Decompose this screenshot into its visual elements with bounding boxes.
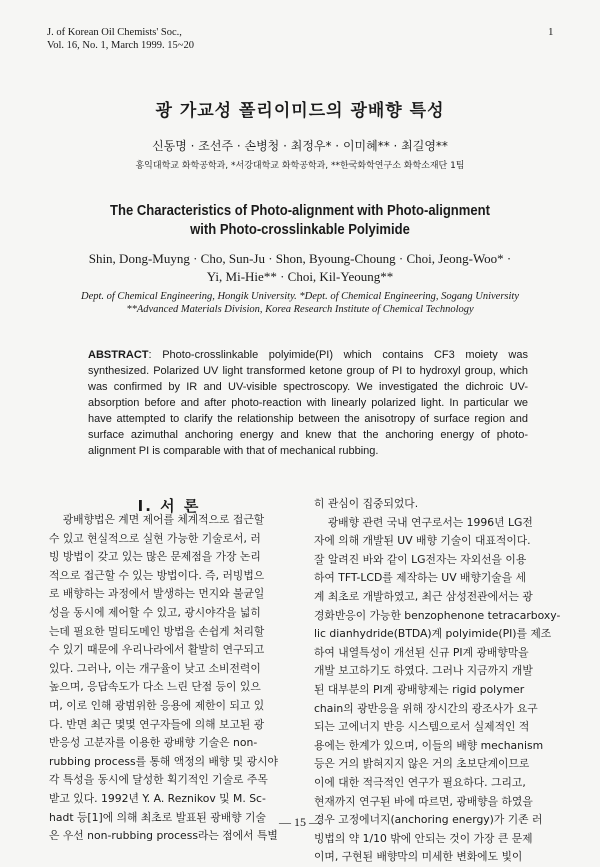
body-text-line: 받고 있다. 1992년 Y. A. Reznikov 및 M. Sc-: [49, 791, 266, 805]
body-text-line: 하여 TFT-LCD를 제작하는 UV 배향기술을 세: [314, 571, 527, 585]
page-number: ― 15 ―: [279, 815, 321, 829]
body-text-line: 되는 고에너지 반응 시스템으로서 실제적인 적: [314, 720, 530, 734]
english-authors: [0, 250, 600, 285]
body-text-line: rubbing process를 통해 액정의 배향 및 광시야: [49, 754, 278, 768]
body-text-line: 광배향법은 계면 제어를 체계적으로 접근할: [49, 513, 265, 526]
body-text-line: 적으로 접근할 수 있는 방법이다. 즉, 러빙법으: [49, 568, 265, 582]
body-text-line: 하여 내열특성이 개선된 신규 PI계 광배향막을: [314, 645, 529, 659]
body-text-line: 다. 반면 최근 몇몇 연구자들에 의해 보고된 광: [49, 717, 265, 731]
body-text-line: 는데 필요한 멀티도메인 방법을 손쉽게 처리할: [49, 624, 265, 638]
body-text-line: 이며, 구현된 배향막의 미세한 변화에도 빛이: [314, 850, 523, 864]
body-text-line: 성을 동시에 제어할 수 있고, 광시야각을 넓히: [49, 605, 261, 619]
body-text-line: 히 관심이 집중되었다.: [314, 497, 419, 510]
korean-affiliation: 홍익대학교 화학공학과, *서강대학교 화학공학과, **한국화학연구소 화학소재단 1팀: [135, 161, 465, 171]
english-authors-line: Shin, Dong-Muyng · Cho, Sun-Ju · Shon, Byoung-Choung · Choi, Jeong-Woo* ·: [88, 251, 512, 266]
left-column: [49, 511, 289, 846]
body-text-line: 높으며, 응답속도가 다소 느린 단점 등이 있으: [49, 680, 261, 694]
body-text-line: 은 우선 non-rubbing process라는 점에서 특별: [49, 829, 278, 843]
body-text-line: 빙 방법이 갖고 있는 많은 문제점을 가장 논리: [49, 550, 261, 564]
korean-title: 광 가교성 폴리이미드의 광배향 특성: [155, 101, 445, 121]
english-title: [30, 202, 570, 240]
body-text-line: 반응성 고분자를 이용한 광배향 기술은 non-: [49, 736, 258, 750]
english-affiliation-line: **Advanced Materials Division, Korea Research Institute of Chemical Technology: [126, 303, 474, 315]
journal-name: J. of Korean Oil Chemists' Soc.,: [47, 27, 182, 38]
body-text-line: 수 있고 현실적으로 실현 가능한 기술로서, 러: [49, 531, 261, 545]
body-text-line: hadt 등[1]에 의해 최초로 발표된 광배향 기술: [49, 810, 266, 824]
body-text-line: lic dianhydride(BTDA)계 polyimide(PI)를 제조: [314, 627, 552, 641]
abstract: [88, 347, 528, 459]
body-text-line: 빙법의 약 1/10 밖에 안되는 것이 가장 큰 문제: [314, 831, 533, 845]
body-text-line: 각 특성을 동시에 달성한 획기적인 기술로 주목: [49, 773, 268, 787]
body-text-line: 광배향 관련 국내 연구로서는 1996년 LG전: [314, 515, 533, 529]
english-title-line: with Photo-crosslinkable Polyimide: [190, 222, 410, 238]
body-text-line: 자에 의해 개발된 UV 배향 기술이 대표적이다.: [314, 534, 531, 548]
abstract-text: : Photo-crosslinkable polyimide(PI) which contains CF3 moiety was synthesized. Polarized UV light transformed ketone group of PI to hydroxyl group, which was confirmed by IR and UV-visible spectroscopy. We investigated the dichroic UV-absorption before and after photo-reaction with linearly polarized light. In particular we have attempted to clarify the relationship between the anisotropy of surface region and surface azimuthal anchoring energy and knew that the anchoring energy of photo-alignment PI is comparable with that of mechanical rubbing.: [88, 349, 528, 457]
body-text-line: 경화반응이 가능한 benzophenone tetracarboxy-: [314, 608, 561, 622]
body-text-line: 등은 거의 밝혀지지 않은 거의 초보단계이므로: [314, 757, 530, 771]
body-text-line: 개발 보고하기도 하였다. 그러나 지금까지 개발: [314, 664, 533, 678]
english-authors-line: Yi, Mi-Hie** · Choi, Kil-Yeoung**: [206, 268, 394, 284]
journal-header: [47, 26, 194, 52]
body-text-line: 이에 대한 적극적인 연구가 필요하다. 그리고,: [314, 775, 526, 789]
body-text-line: 잘 알려진 바와 같이 LG전자는 자외선을 이용: [314, 552, 527, 566]
body-text-line: 수 있기 때문에 우리나라에서 활발히 연구되고: [49, 643, 265, 657]
body-text-line: 로 배향하는 과정에서 발생하는 먼지와 불균일: [49, 587, 265, 601]
body-text-line: 용에는 한계가 있으며, 이들의 배향 mechanism: [314, 738, 544, 752]
right-column: [314, 495, 561, 867]
body-text-line: 경우 고정에너지(anchoring energy)가 기존 러: [314, 813, 543, 827]
page-corner-number: 1: [548, 26, 554, 38]
korean-authors: 신동명 · 조선주 · 손병청 · 최정우* · 이미혜** · 최길영**: [152, 139, 448, 153]
english-affiliation-line: Dept. of Chemical Engineering, Hongik University. *Dept. of Chemical Engineering, Sogang University: [80, 291, 519, 302]
journal-volume: Vol. 16, No. 1, March 1999. 15~20: [47, 40, 194, 51]
body-text-line: 계 최초로 개발하였고, 최근 삼성전관에서는 광: [314, 589, 533, 603]
abstract-label: ABSTRACT: [88, 349, 149, 361]
english-affiliation: [0, 291, 600, 316]
body-text-line: 현재까지 연구된 바에 따르면, 광배향을 하였을: [314, 794, 533, 808]
english-title-line: The Characteristics of Photo-alignment with Photo-alignment: [110, 203, 490, 219]
body-text-line: chain의 광반응을 위해 장시간의 광조사가 요구: [314, 701, 538, 715]
body-text-line: 된 대부분의 PI계 광배향제는 rigid polymer: [314, 682, 525, 696]
section-title: I. 서 론: [137, 497, 201, 515]
body-text-line: 며, 이로 인해 광범위한 응용에 제한이 되고 있: [49, 698, 265, 712]
body-text-line: 있다. 그러나, 이는 개구율이 낮고 소비전력이: [49, 661, 261, 675]
